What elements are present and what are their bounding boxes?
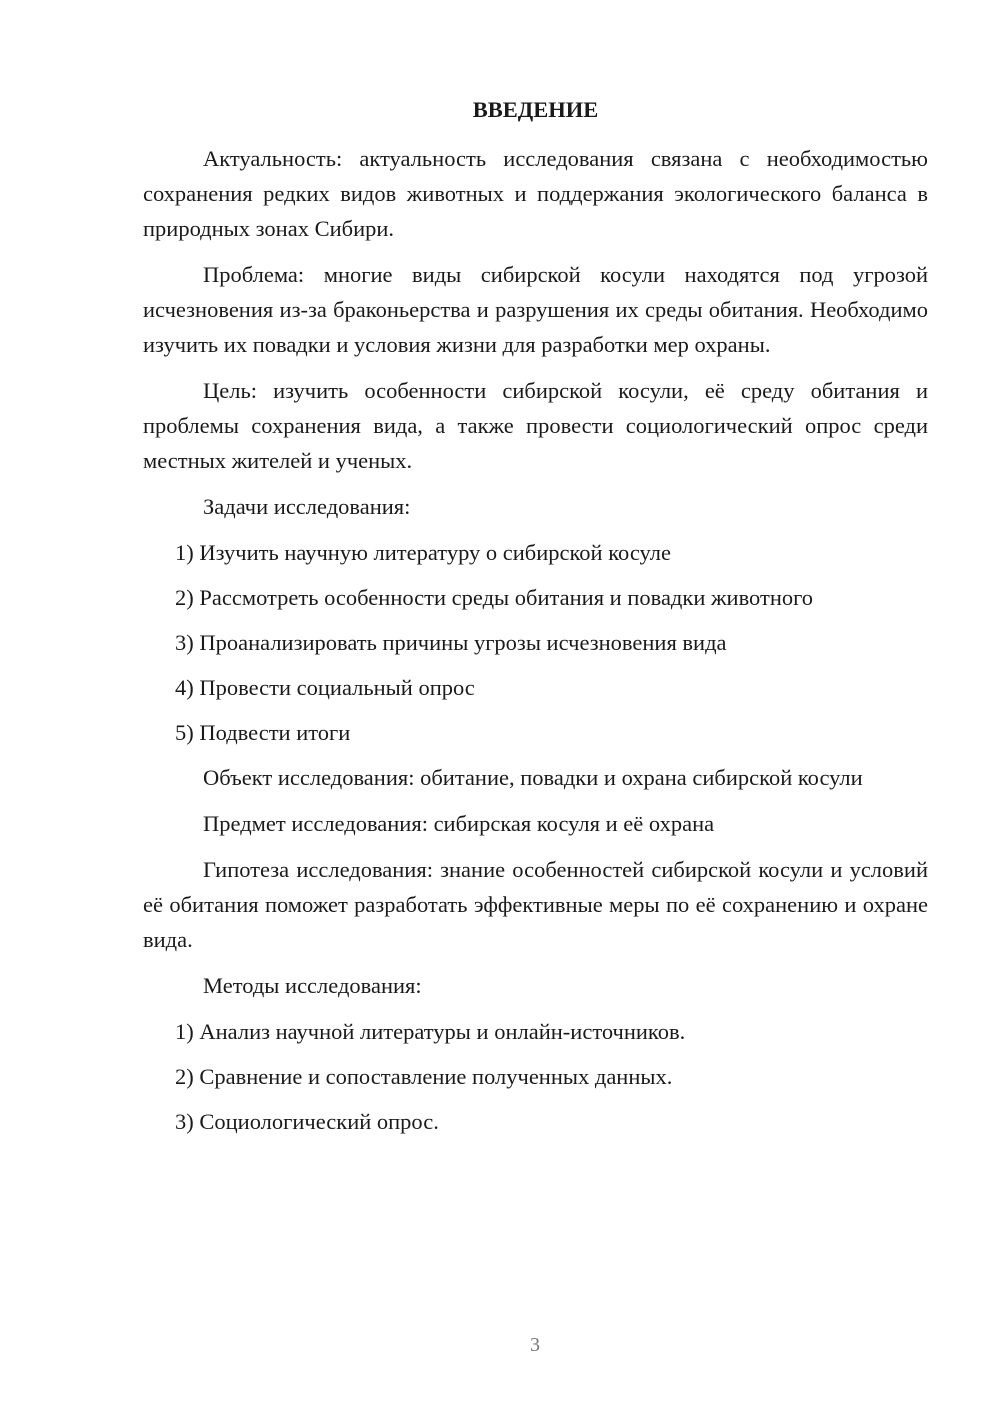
problem-paragraph: Проблема: многие виды сибирской косули находятся под угрозой исчезновения из-за браконьерства и разрушения их среды обитания. Необходимо изучить их повадки и условия жизни для разработки мер охраны. (143, 262, 928, 357)
list-item: 4) Провести социальный опрос (175, 675, 475, 700)
list-item: 1) Анализ научной литературы и онлайн-источников. (175, 1019, 686, 1044)
tasks-list (143, 535, 928, 750)
document-page (143, 92, 928, 1149)
list-item: 2) Рассмотреть особенности среды обитания и повадки животного (175, 585, 814, 610)
methods-list (143, 1014, 928, 1139)
list-item: 5) Подвести итоги (175, 720, 351, 745)
hypothesis-paragraph: Гипотеза исследования: знание особенностей сибирской косули и условий её обитания поможет разработать эффективные меры по её сохранению и охране вида. (143, 857, 928, 952)
section-title: ВВЕДЕНИЕ (472, 97, 599, 122)
list-item: 3) Проанализировать причины угрозы исчезновения вида (175, 630, 727, 655)
list-item: 3) Социологический опрос. (175, 1109, 439, 1134)
list-item: 1) Изучить научную литературу о сибирской косуле (175, 540, 671, 565)
relevance-paragraph: Актуальность: актуальность исследования связана с необходимостью сохранения редких видов животных и поддержания экологического баланса в природных зонах Сибири. (143, 146, 928, 241)
goal-paragraph: Цель: изучить особенности сибирской косули, её среду обитания и проблемы сохранения вида, а также провести социологический опрос среди местных жителей и ученых. (143, 378, 928, 473)
page-number: 3 (530, 1334, 540, 1356)
list-item: 2) Сравнение и сопоставление полученных данных. (175, 1064, 673, 1089)
object-paragraph: Объект исследования: обитание, повадки и охрана сибирской косули (203, 765, 863, 790)
tasks-heading: Задачи исследования: (203, 494, 411, 519)
subject-paragraph: Предмет исследования: сибирская косуля и её охрана (203, 811, 715, 836)
methods-heading: Методы исследования: (203, 973, 422, 998)
